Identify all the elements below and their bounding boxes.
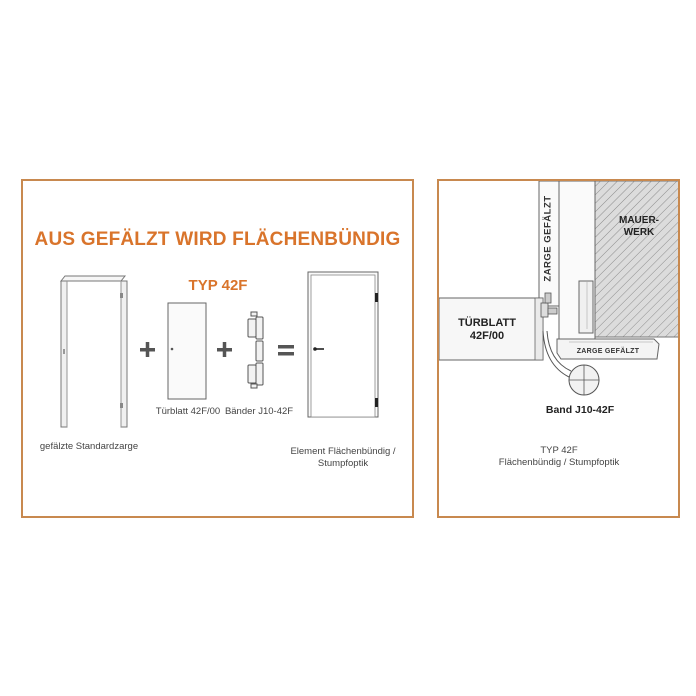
- hinge-label: Band J10-42F: [545, 404, 615, 416]
- wall-label-line1: MAUER-: [619, 215, 659, 226]
- door-leaf-illustration: [168, 303, 206, 399]
- hinges-illustration: [248, 312, 263, 388]
- section-caption-line2: Flächenbündig / Stumpfoptik: [498, 457, 620, 468]
- section-detail-panel: [437, 179, 680, 518]
- door-leaf-section: [439, 298, 543, 360]
- plus-symbol-2: [217, 342, 232, 357]
- rebated-frame-illustration: [61, 276, 127, 427]
- flush-door-element-illustration: [308, 272, 378, 417]
- frame-label-vertical: ZARGE GEFÄLZT: [542, 195, 554, 282]
- frame-caption: gefälzte Standardzarge: [39, 441, 139, 452]
- door-leaf-caption: Türblatt 42F/00: [155, 406, 221, 417]
- door-leaf-label-line1: TÜRBLATT: [458, 317, 516, 329]
- headline: AUS GEFÄLZT WIRD FLÄCHENBÜNDIG: [34, 229, 401, 250]
- masonry-wall: [595, 181, 680, 337]
- hinges-caption: Bänder J10-42F: [224, 406, 294, 417]
- door-leaf-label-line2: 42F/00: [469, 330, 505, 342]
- frame-label-bottom: ZARGE GEFÄLZT: [576, 348, 640, 355]
- element-caption-line2: Stumpfoptik: [317, 458, 369, 469]
- equals-symbol: [278, 345, 294, 356]
- wall-label-line2: WERK: [623, 227, 655, 238]
- element-caption-line1: Element Flächenbündig /: [290, 446, 396, 457]
- plus-symbol-1: [140, 342, 155, 357]
- section-caption-line1: TYP 42F: [540, 445, 578, 456]
- product-overview-panel: [21, 179, 414, 518]
- type-label: TYP 42F: [188, 277, 248, 294]
